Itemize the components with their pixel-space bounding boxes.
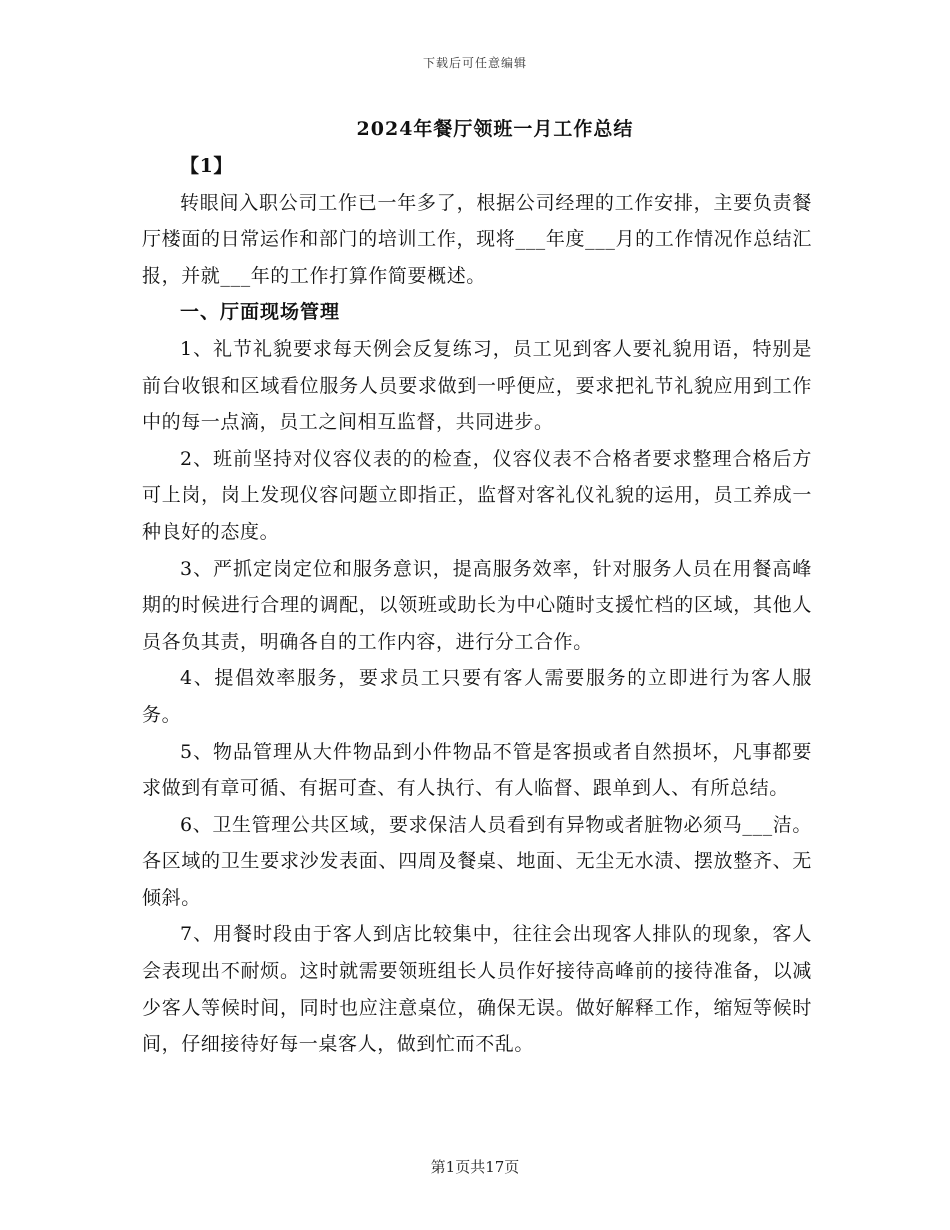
- document-title: 2024年餐厅领班一月工作总结: [356, 118, 634, 140]
- body-paragraph-2: 2、班前坚持对仪容仪表的的检查，仪容仪表不合格者要求整理合格后方可上岗，岗上发现仪容问题立即指正，监督对客礼仪礼貌的运用，员工养成一种良好的态度。: [142, 447, 812, 543]
- body-paragraph-4: 4、提倡效率服务，要求员工只要有客人需要服务的立即进行为客人服务。: [142, 667, 812, 726]
- document-body: [142, 148, 812, 1063]
- page-header-note: 下载后可任意编辑: [422, 56, 527, 70]
- body-paragraph-3: 3、严抓定岗定位和服务意识，提高服务效率，针对服务人员在用餐高峰期的时候进行合理的调配，以领班或助长为中心随时支援忙档的区域，其他人员各负其责，明确各自的工作内容，进行分工合作。: [142, 557, 812, 653]
- body-paragraph-7: 7、用餐时段由于客人到店比较集中，往往会出现客人排队的现象，客人会表现出不耐烦。这时就需要领班组长人员作好接待高峰前的接待准备，以减少客人等候时间，同时也应注意桌位，确保无误。做好解释工作，缩短等候时间，仔细接待好每一桌客人，做到忙而不乱。: [142, 923, 812, 1056]
- intro-paragraph: 转眼间入职公司工作已一年多了，根据公司经理的工作安排，主要负责餐厅楼面的日常运作和部门的培训工作，现将___年度___月的工作情况作总结汇报，并就___年的工作打算作简要概述。: [142, 191, 812, 287]
- body-paragraph-5: 5、物品管理从大件物品到小件物品不管是客损或者自然损坏，凡事都要求做到有章可循、有据可查、有人执行、有人临督、跟单到人、有所总结。: [142, 740, 812, 800]
- body-paragraph-6: 6、卫生管理公共区域，要求保洁人员看到有异物或者脏物必须马___洁。各区域的卫生要求沙发表面、四周及餐桌、地面、无尘无水渍、摆放整齐、无倾斜。: [142, 813, 812, 909]
- page-number: 第1页共17页: [430, 1158, 520, 1176]
- section-heading: 一、厅面现场管理: [180, 301, 341, 324]
- part-marker: 【1】: [180, 155, 234, 177]
- body-paragraph-1: 1、礼节礼貌要求每天例会反复练习，员工见到客人要礼貌用语，特别是前台收银和区域看位服务人员要求做到一呼便应，要求把礼节礼貌应用到工作中的每一点滴，员工之间相互监督，共同进步。: [142, 337, 812, 434]
